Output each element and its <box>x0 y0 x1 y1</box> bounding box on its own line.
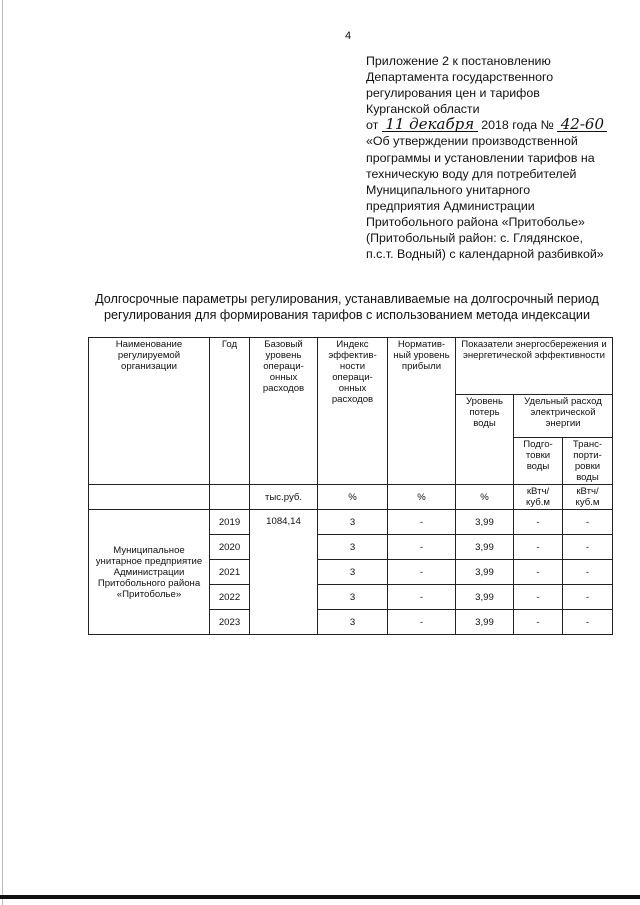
heading-line: Долгосрочные параметры регулирования, устанавливаемые на долгосрочный период <box>95 292 599 306</box>
prep-cell: - <box>514 510 563 535</box>
header-base: Базовый уровень операци-онных расходов <box>250 338 318 485</box>
header-specific: Удельный расход электрической энергии <box>514 395 613 438</box>
date-year: 2018 года № <box>481 118 554 133</box>
year-cell: 2020 <box>210 535 250 560</box>
unit-prep: кВтч/ куб.м <box>514 485 563 510</box>
unit-profit: % <box>388 485 456 510</box>
parameters-table <box>88 337 613 635</box>
efficiency-cell: 3 <box>318 585 388 610</box>
appendix-line: регулирования цен и тарифов <box>366 86 540 101</box>
year-cell: 2022 <box>210 585 250 610</box>
unit-efficiency: % <box>318 485 388 510</box>
losses-cell: 3,99 <box>456 510 514 535</box>
resolution-title-line: предприятия Администрации <box>366 198 535 213</box>
efficiency-cell: 3 <box>318 610 388 635</box>
resolution-title-line: Муниципального унитарного <box>366 182 531 197</box>
profit-cell: - <box>388 610 456 635</box>
organization-name: Муниципальное унитарное предприятие Администрации Притобольного района «Притоболье» <box>89 510 210 635</box>
transport-cell: - <box>563 560 613 585</box>
year-cell: 2019 <box>210 510 250 535</box>
prep-cell: - <box>514 585 563 610</box>
date-prefix: от <box>366 118 379 133</box>
header-transport: Транс-порти-ровки воды <box>563 438 613 485</box>
header-org: Наименование регулируемой организации <box>89 338 210 485</box>
appendix-line: Курганской области <box>366 102 480 117</box>
resolution-title-line: «Об утверждении производственной <box>366 134 578 149</box>
handwritten-number: 42-60 <box>557 118 607 132</box>
header-efficiency: Индекс эффектив-ности операци-онных расходов <box>318 338 388 485</box>
unit-transport: кВтч/ куб.м <box>563 485 613 510</box>
efficiency-cell: 3 <box>318 560 388 585</box>
profit-cell: - <box>388 535 456 560</box>
header-year: Год <box>210 338 250 485</box>
unit-losses: % <box>456 485 514 510</box>
prep-cell: - <box>514 610 563 635</box>
profit-cell: - <box>388 560 456 585</box>
header-prep: Подго-товки воды <box>514 438 563 485</box>
efficiency-cell: 3 <box>318 535 388 560</box>
transport-cell: - <box>563 585 613 610</box>
appendix-block <box>366 53 634 262</box>
transport-cell: - <box>563 535 613 560</box>
scan-bottom-edge <box>0 895 640 899</box>
year-cell: 2023 <box>210 610 250 635</box>
profit-cell: - <box>388 585 456 610</box>
header-energy: Показатели энергосбережения и энергетической эффективности <box>456 338 613 395</box>
prep-cell: - <box>514 560 563 585</box>
transport-cell: - <box>563 610 613 635</box>
base-value: 1084,14 <box>250 510 318 635</box>
transport-cell: - <box>563 510 613 535</box>
losses-cell: 3,99 <box>456 610 514 635</box>
units-row <box>89 485 613 510</box>
unit-org <box>89 485 210 510</box>
losses-cell: 3,99 <box>456 535 514 560</box>
unit-base: тыс.руб. <box>250 485 318 510</box>
appendix-line: Департамента государственного <box>366 70 554 85</box>
table-row <box>89 510 613 535</box>
resolution-title-line: Притобольного района «Притоболье» <box>366 214 585 229</box>
efficiency-cell: 3 <box>318 510 388 535</box>
resolution-title-line: программы и установлении тарифов на <box>366 150 595 165</box>
year-cell: 2021 <box>210 560 250 585</box>
page-number: 4 <box>345 30 352 42</box>
prep-cell: - <box>514 535 563 560</box>
handwritten-date: 11 декабря <box>382 118 478 132</box>
resolution-title-line: техническую воду для потребителей <box>366 166 577 181</box>
header-row <box>89 338 613 395</box>
header-losses: Уровень потерь воды <box>456 395 514 485</box>
scan-edge <box>2 0 3 905</box>
table-heading <box>82 291 612 323</box>
unit-year <box>210 485 250 510</box>
appendix-line: Приложение 2 к постановлению <box>366 54 551 68</box>
resolution-title-line: п.с.т. Водный) с календарной разбивкой» <box>366 247 604 262</box>
profit-cell: - <box>388 510 456 535</box>
resolution-title-line: (Притобольный район: с. Глядянское, <box>366 231 583 246</box>
header-profit: Норматив-ный уровень прибыли <box>388 338 456 485</box>
losses-cell: 3,99 <box>456 560 514 585</box>
heading-line: регулирования для формирования тарифов с использованием метода индексации <box>104 308 590 322</box>
resolution-date-line <box>366 117 634 133</box>
losses-cell: 3,99 <box>456 585 514 610</box>
